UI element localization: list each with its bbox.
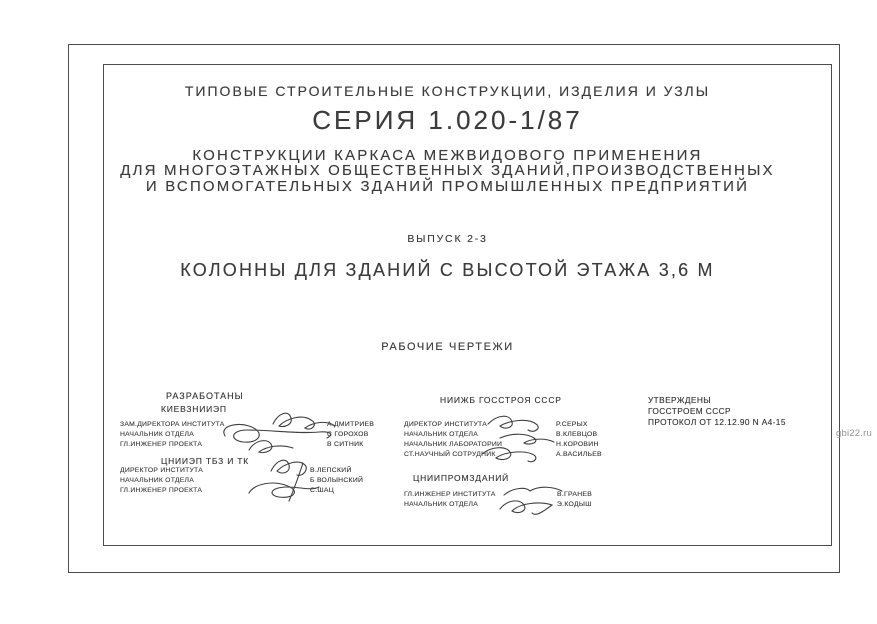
role-label: НАЧАЛЬНИК ОТДЕЛА bbox=[120, 431, 195, 438]
role-label: СТ.НАУЧНЫЙ СОТРУДНИК bbox=[404, 451, 496, 458]
signature-niizhb bbox=[470, 412, 566, 473]
developed-heading: РАЗРАБОТАНЫ bbox=[166, 391, 244, 401]
person-name: В СИТНИК bbox=[327, 441, 364, 448]
role-label: НАЧАЛЬНИК ОТДЕЛА bbox=[404, 501, 479, 508]
role-label: ДИРЕКТОР ИНСТИТУТА bbox=[120, 467, 204, 474]
subtitle-line-1: КОНСТРУКЦИИ КАРКАСА МЕЖВИДОВОГО ПРИМЕНЕНИЯ bbox=[192, 147, 703, 164]
org-name-niizhb: НИИЖБ ГОССТРОЯ СССР bbox=[440, 395, 562, 405]
role-label: НАЧАЛЬНИК ОТДЕЛА bbox=[404, 431, 479, 438]
subtitle-block bbox=[60, 148, 835, 194]
role-label: ГЛ.ИНЖЕНЕР ИНСТИТУТА bbox=[404, 491, 496, 498]
site-watermark: gbi22.ru bbox=[836, 428, 872, 439]
approved-line-1: УТВЕРЖДЕНЫ bbox=[648, 395, 711, 405]
person-name: С ГОРОХОВ bbox=[327, 431, 369, 438]
signature-tbz bbox=[243, 455, 327, 510]
person-name: А.ДМИТРИЕВ bbox=[327, 421, 375, 428]
org-name-tbz: ЦНИИЭП ТБЗ И ТК bbox=[161, 456, 250, 466]
subtitle-line-3: И ВСПОМОГАТЕЛЬНЫХ ЗДАНИЙ ПРОМЫШЛЕННЫХ ПРЕДПРИЯТИЙ bbox=[145, 177, 750, 195]
person-name: Н.КОРОВИН bbox=[556, 441, 599, 448]
signature-promzdaniy bbox=[492, 483, 568, 524]
doc-type-label: РАБОЧИЕ ЧЕРТЕЖИ bbox=[381, 341, 514, 353]
role-label: ЗАМ.ДИРЕКТОРА ИНСТИТУТА bbox=[120, 421, 225, 428]
standard-header-line: ТИПОВЫЕ СТРОИТЕЛЬНЫЕ КОНСТРУКЦИИ, ИЗДЕЛИЯ И УЗЛЫ bbox=[184, 83, 711, 99]
subtitle-line-2: ДЛЯ МНОГОЭТАЖНЫХ ОБЩЕСТВЕННЫХ ЗДАНИЙ,ПРОИЗВОДСТВЕННЫХ bbox=[120, 162, 775, 180]
person-name: С.ШАЦ bbox=[310, 487, 335, 494]
approved-protocol-line: ПРОТОКОЛ ОТ 12.12.90 N А4-15 bbox=[648, 417, 786, 427]
approved-line-2: ГОССТРОЕМ СССР bbox=[648, 406, 731, 416]
person-name: Р.СЕРЫХ bbox=[556, 421, 588, 428]
person-name: В.ЛЕПСКИЙ bbox=[310, 467, 352, 474]
role-label: ДИРЕКТОР ИНСТИТУТА bbox=[404, 421, 488, 428]
person-name: В.ГРАНЕВ bbox=[557, 491, 593, 498]
person-name: А.ВАСИЛЬЕВ bbox=[556, 451, 602, 458]
person-name: Э.КОДЫШ bbox=[557, 501, 592, 508]
org-name-kievzniiep: КИЕВЗНИИЭП bbox=[161, 404, 227, 414]
issue-label: ВЫПУСК 2-3 bbox=[407, 233, 488, 245]
role-label: НАЧАЛЬНИК ЛАБОРАТОРИИ bbox=[404, 441, 503, 448]
main-title: КОЛОННЫ ДЛЯ ЗДАНИЙ С ВЫСОТОЙ ЭТАЖА 3,6 М bbox=[180, 260, 715, 280]
person-name: Б ВОЛЫНСКИЙ bbox=[310, 477, 364, 484]
org-name-promzdaniy: ЦНИИПРОМЗДАНИЙ bbox=[413, 473, 510, 483]
person-name: В.КЛЕВЦОВ bbox=[556, 431, 598, 438]
role-label: ГЛ.ИНЖЕНЕР ПРОЕКТА bbox=[120, 441, 203, 448]
role-label: НАЧАЛЬНИК ОТДЕЛА bbox=[120, 477, 195, 484]
role-label: ГЛ.ИНЖЕНЕР ПРОЕКТА bbox=[120, 487, 203, 494]
series-title: СЕРИЯ 1.020-1/87 bbox=[312, 105, 583, 135]
